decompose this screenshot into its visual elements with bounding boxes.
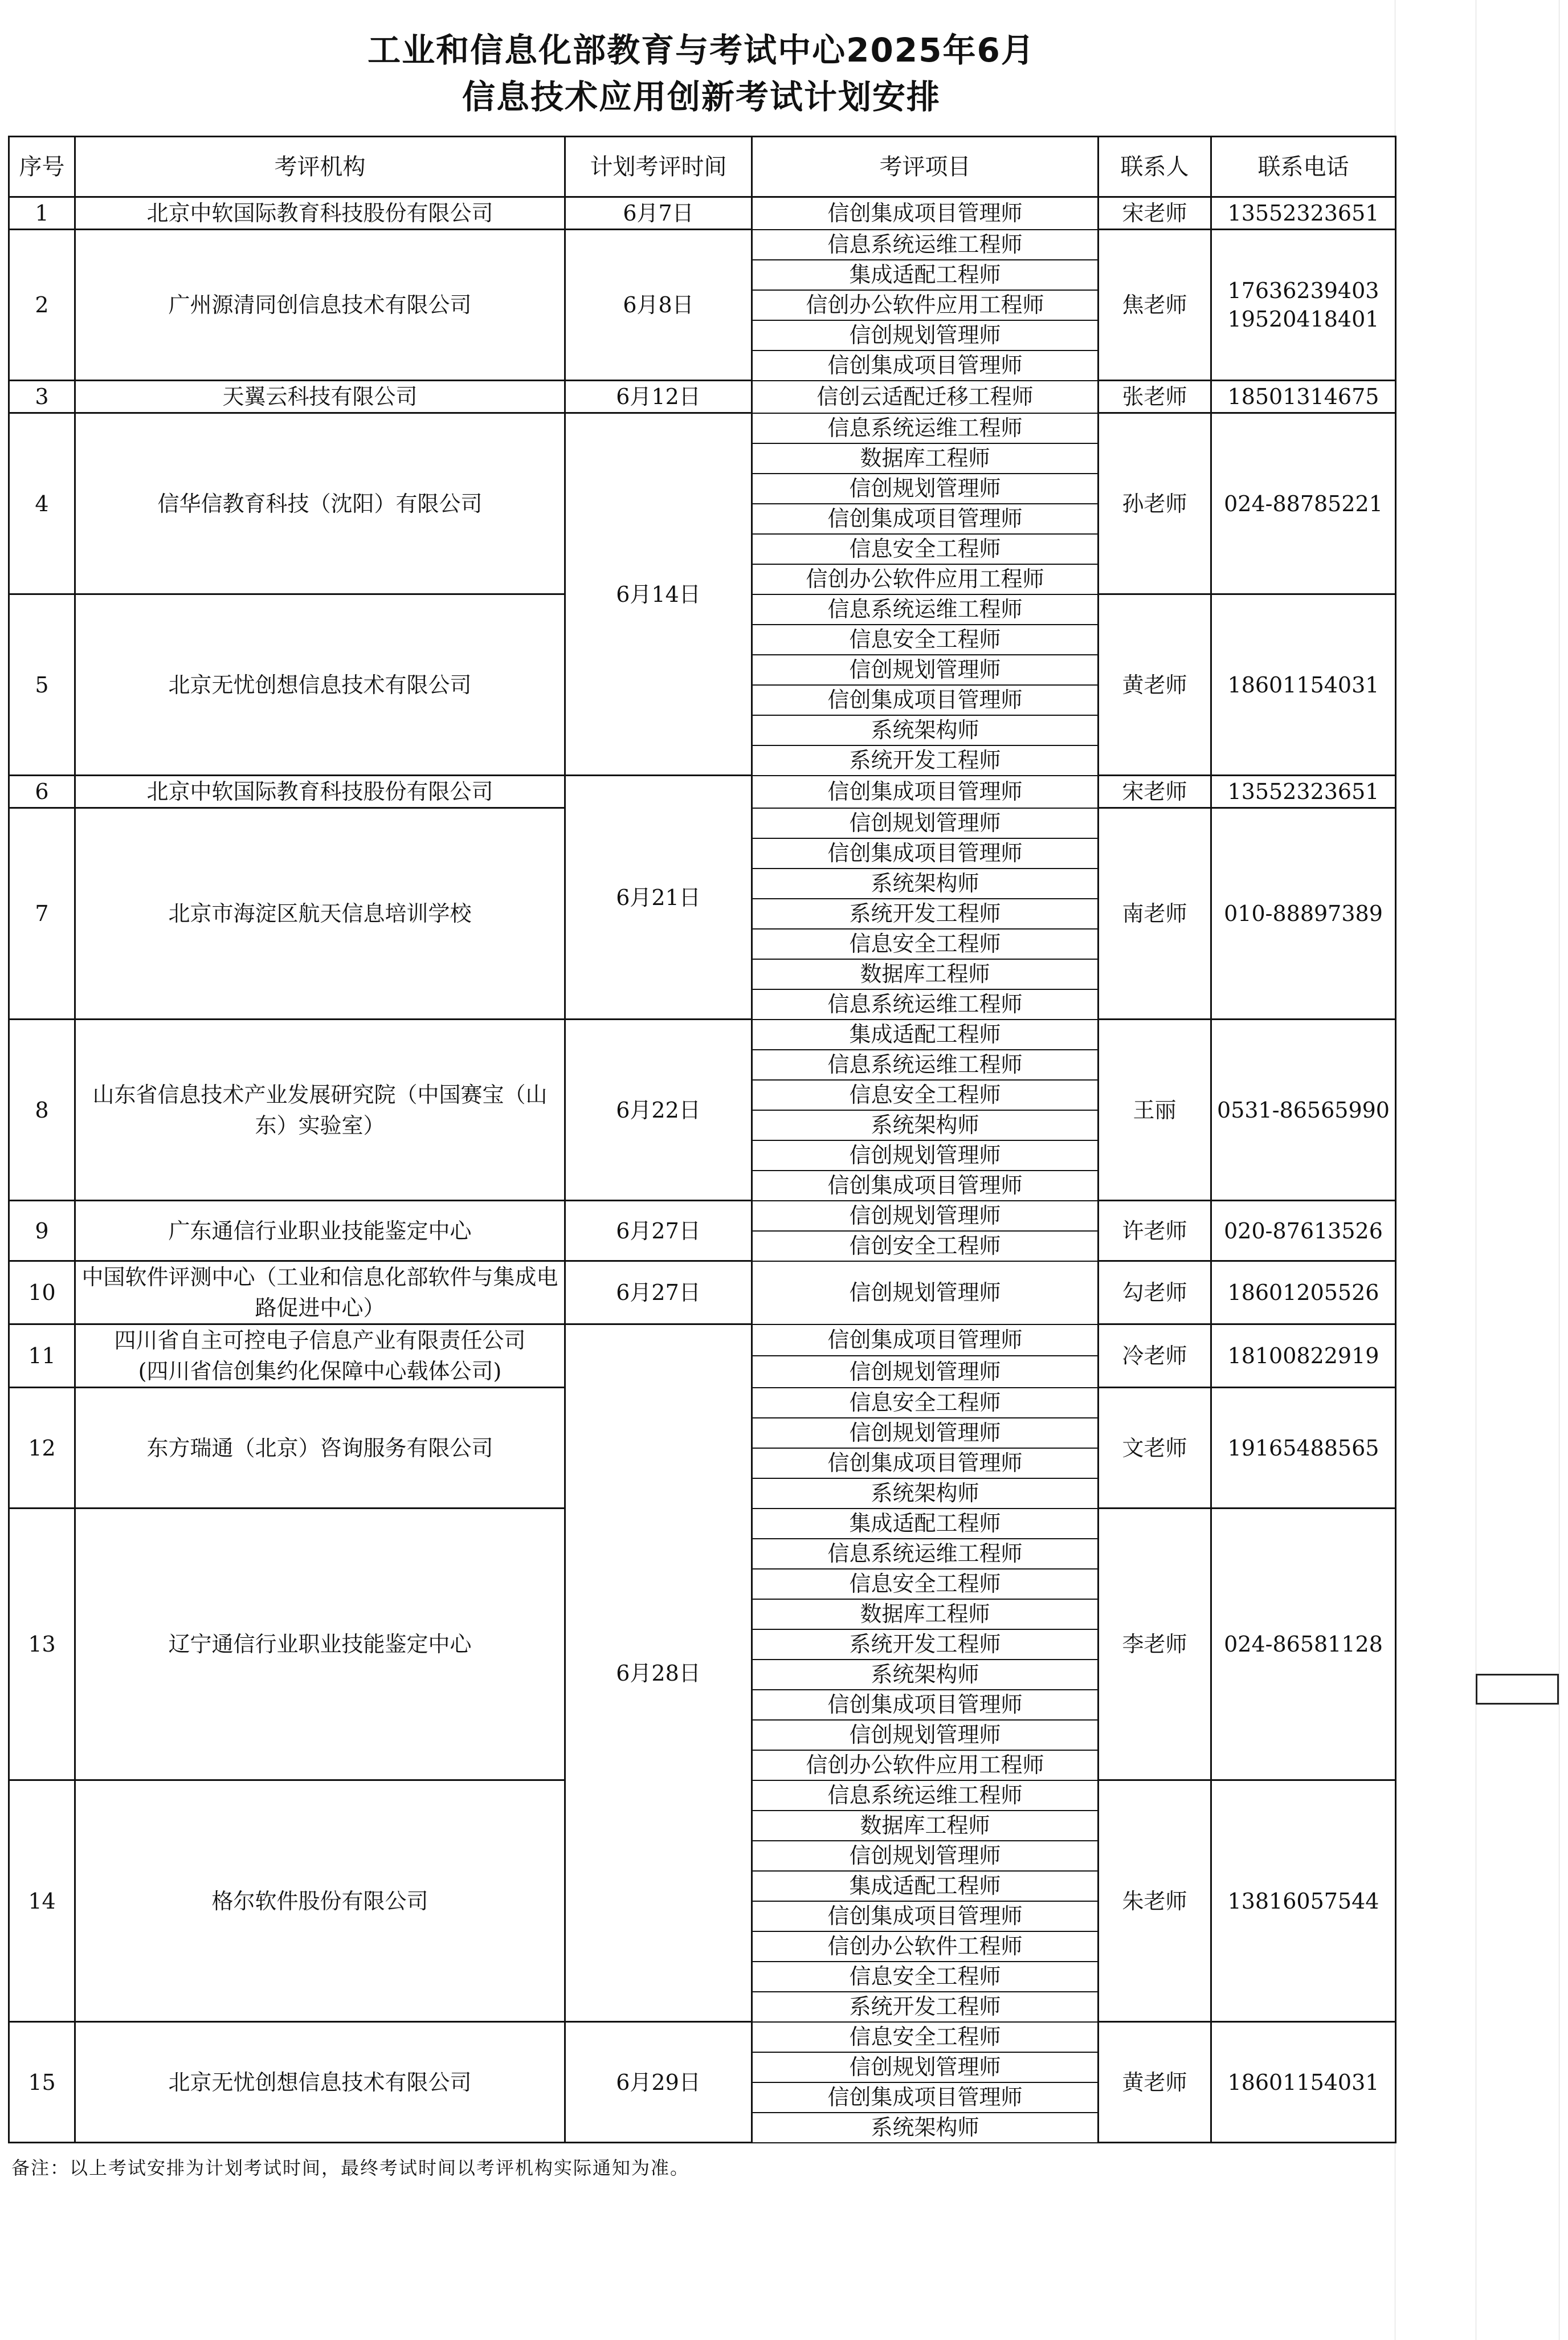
exam-project: 系统开发工程师 xyxy=(752,745,1099,776)
table-row xyxy=(9,1201,1396,1231)
table-row xyxy=(9,413,1396,443)
table-row xyxy=(9,1261,1396,1324)
exam-schedule-table xyxy=(8,136,1396,2143)
exam-date: 6月29日 xyxy=(565,2022,752,2143)
exam-project: 信创集成项目管理师 xyxy=(752,1690,1099,1720)
exam-project: 信息系统运维工程师 xyxy=(752,1780,1099,1811)
exam-project: 系统架构师 xyxy=(752,1478,1099,1509)
org-name: 山东省信息技术产业发展研究院（中国赛宝（山东）实验室） xyxy=(75,1020,565,1201)
exam-project: 系统架构师 xyxy=(752,715,1099,745)
contact-phone: 13552323651 xyxy=(1211,197,1396,230)
header-org: 考评机构 xyxy=(75,137,565,197)
contact-phone: 010-88897389 xyxy=(1211,808,1396,1020)
contact-person: 南老师 xyxy=(1099,808,1211,1020)
exam-date: 6月27日 xyxy=(565,1261,752,1324)
exam-date: 6月27日 xyxy=(565,1201,752,1261)
contact-person: 焦老师 xyxy=(1099,230,1211,381)
header-project: 考评项目 xyxy=(752,137,1099,197)
exam-project: 数据库工程师 xyxy=(752,1811,1099,1841)
exam-project: 数据库工程师 xyxy=(752,443,1099,474)
contact-phone: 18100822919 xyxy=(1211,1324,1396,1388)
header-date: 计划考评时间 xyxy=(565,137,752,197)
contact-person: 黄老师 xyxy=(1099,594,1211,776)
row-number: 2 xyxy=(9,230,75,381)
org-name: 东方瑞通（北京）咨询服务有限公司 xyxy=(75,1388,565,1509)
exam-project: 信创办公软件工程师 xyxy=(752,1931,1099,1962)
row-number: 3 xyxy=(9,381,75,413)
exam-project: 信创集成项目管理师 xyxy=(752,197,1099,230)
title-line-2: 信息技术应用创新考试计划安排 xyxy=(462,78,941,116)
contact-person: 冷老师 xyxy=(1099,1324,1211,1388)
exam-project: 系统开发工程师 xyxy=(752,899,1099,929)
table-row xyxy=(9,1324,1396,1356)
contact-person: 许老师 xyxy=(1099,1201,1211,1261)
exam-project: 数据库工程师 xyxy=(752,1599,1099,1629)
exam-project: 信创安全工程师 xyxy=(752,1231,1099,1261)
exam-project: 系统架构师 xyxy=(752,869,1099,899)
row-number: 11 xyxy=(9,1324,75,1388)
table-body xyxy=(9,197,1396,2143)
contact-phone: 17636239403 19520418401 xyxy=(1211,230,1396,381)
contact-phone: 19165488565 xyxy=(1211,1388,1396,1509)
contact-person: 王丽 xyxy=(1099,1020,1211,1201)
org-name: 北京中软国际教育科技股份有限公司 xyxy=(75,776,565,808)
table-header-row xyxy=(9,137,1396,197)
exam-project: 信息系统运维工程师 xyxy=(752,1539,1099,1569)
org-name: 广州源清同创信息技术有限公司 xyxy=(75,230,565,381)
exam-project: 信创规划管理师 xyxy=(752,655,1099,685)
contact-phone: 13552323651 xyxy=(1211,776,1396,808)
contact-phone: 020-87613526 xyxy=(1211,1201,1396,1261)
table-row xyxy=(9,230,1396,260)
exam-project: 信创办公软件应用工程师 xyxy=(752,290,1099,320)
exam-project: 信创规划管理师 xyxy=(752,474,1099,504)
org-name: 中国软件评测中心（工业和信息化部软件与集成电路促进中心） xyxy=(75,1261,565,1324)
table-row xyxy=(9,1020,1396,1050)
org-name: 信华信教育科技（沈阳）有限公司 xyxy=(75,413,565,594)
contact-person: 宋老师 xyxy=(1099,776,1211,808)
exam-project: 信创集成项目管理师 xyxy=(752,685,1099,715)
exam-project: 信创规划管理师 xyxy=(752,1356,1099,1388)
exam-project: 数据库工程师 xyxy=(752,959,1099,989)
contact-phone: 024-88785221 xyxy=(1211,413,1396,594)
schedule-sheet xyxy=(8,11,1395,2180)
exam-project: 信创规划管理师 xyxy=(752,1261,1099,1324)
exam-project: 信息安全工程师 xyxy=(752,929,1099,959)
exam-project: 信息系统运维工程师 xyxy=(752,413,1099,443)
exam-project: 信创规划管理师 xyxy=(752,2052,1099,2082)
exam-date: 6月14日 xyxy=(565,413,752,776)
row-number: 10 xyxy=(9,1261,75,1324)
contact-phone: 13816057544 xyxy=(1211,1780,1396,2022)
exam-project: 信息系统运维工程师 xyxy=(752,1050,1099,1080)
contact-person: 宋老师 xyxy=(1099,197,1211,230)
exam-project: 集成适配工程师 xyxy=(752,1871,1099,1901)
exam-project: 系统架构师 xyxy=(752,1660,1099,1690)
exam-project: 信创集成项目管理师 xyxy=(752,1324,1099,1356)
exam-date: 6月28日 xyxy=(565,1324,752,2022)
exam-project: 信创办公软件应用工程师 xyxy=(752,564,1099,594)
exam-project: 信息安全工程师 xyxy=(752,1388,1099,1418)
exam-project: 信创规划管理师 xyxy=(752,320,1099,350)
exam-project: 信创集成项目管理师 xyxy=(752,2082,1099,2113)
exam-project: 信息安全工程师 xyxy=(752,1080,1099,1110)
exam-project: 信息安全工程师 xyxy=(752,1569,1099,1599)
contact-phone: 0531-86565990 xyxy=(1211,1020,1396,1201)
row-number: 9 xyxy=(9,1201,75,1261)
exam-project: 信息系统运维工程师 xyxy=(752,594,1099,625)
org-name: 广东通信行业职业技能鉴定中心 xyxy=(75,1201,565,1261)
exam-project: 信创集成项目管理师 xyxy=(752,504,1099,534)
exam-project: 信息安全工程师 xyxy=(752,2022,1099,2052)
exam-project: 信息安全工程师 xyxy=(752,1962,1099,1992)
org-name: 北京中软国际教育科技股份有限公司 xyxy=(75,197,565,230)
exam-date: 6月21日 xyxy=(565,776,752,1020)
contact-person: 孙老师 xyxy=(1099,413,1211,594)
org-name: 北京无忧创想信息技术有限公司 xyxy=(75,594,565,776)
table-row xyxy=(9,2022,1396,2052)
exam-project: 信创集成项目管理师 xyxy=(752,776,1099,808)
exam-project: 信创集成项目管理师 xyxy=(752,350,1099,381)
exam-project: 信息安全工程师 xyxy=(752,625,1099,655)
org-name: 辽宁通信行业职业技能鉴定中心 xyxy=(75,1509,565,1780)
exam-project: 信创云适配迁移工程师 xyxy=(752,381,1099,413)
exam-project: 系统开发工程师 xyxy=(752,1629,1099,1660)
org-name: 四川省自主可控电子信息产业有限责任公司 (四川省信创集约化保障中心载体公司) xyxy=(75,1324,565,1388)
exam-project: 系统开发工程师 xyxy=(752,1992,1099,2022)
selected-cell[interactable] xyxy=(1476,1674,1559,1705)
table-row xyxy=(9,381,1396,413)
exam-date: 6月8日 xyxy=(565,230,752,381)
row-number: 15 xyxy=(9,2022,75,2143)
exam-project: 信创集成项目管理师 xyxy=(752,1901,1099,1931)
exam-project: 系统架构师 xyxy=(752,1110,1099,1140)
org-name: 格尔软件股份有限公司 xyxy=(75,1780,565,2022)
exam-project: 系统架构师 xyxy=(752,2113,1099,2143)
page-title xyxy=(8,11,1395,136)
contact-person: 李老师 xyxy=(1099,1509,1211,1780)
contact-person: 朱老师 xyxy=(1099,1780,1211,2022)
exam-project: 信创规划管理师 xyxy=(752,1201,1099,1231)
contact-person: 张老师 xyxy=(1099,381,1211,413)
contact-phone: 18601205526 xyxy=(1211,1261,1396,1324)
org-name: 北京市海淀区航天信息培训学校 xyxy=(75,808,565,1020)
header-no: 序号 xyxy=(9,137,75,197)
exam-project: 信创规划管理师 xyxy=(752,1418,1099,1448)
exam-project: 信创规划管理师 xyxy=(752,808,1099,838)
exam-project: 信息安全工程师 xyxy=(752,534,1099,564)
contact-phone: 024-86581128 xyxy=(1211,1509,1396,1780)
table-row xyxy=(9,776,1396,808)
title-line-1: 工业和信息化部教育与考试中心2025年6月 xyxy=(368,31,1035,70)
contact-phone: 18601154031 xyxy=(1211,594,1396,776)
header-contact: 联系人 xyxy=(1099,137,1211,197)
row-number: 1 xyxy=(9,197,75,230)
row-number: 12 xyxy=(9,1388,75,1509)
exam-project: 信创集成项目管理师 xyxy=(752,838,1099,869)
row-number: 5 xyxy=(9,594,75,776)
contact-person: 黄老师 xyxy=(1099,2022,1211,2143)
contact-phone: 18601154031 xyxy=(1211,2022,1396,2143)
exam-date: 6月12日 xyxy=(565,381,752,413)
header-phone: 联系电话 xyxy=(1211,137,1396,197)
row-number: 4 xyxy=(9,413,75,594)
contact-person: 文老师 xyxy=(1099,1388,1211,1509)
row-number: 13 xyxy=(9,1509,75,1780)
exam-date: 6月7日 xyxy=(565,197,752,230)
exam-project: 集成适配工程师 xyxy=(752,1020,1099,1050)
exam-project: 集成适配工程师 xyxy=(752,1509,1099,1539)
exam-project: 信创规划管理师 xyxy=(752,1140,1099,1171)
row-number: 7 xyxy=(9,808,75,1020)
exam-project: 信创办公软件应用工程师 xyxy=(752,1750,1099,1780)
row-number: 8 xyxy=(9,1020,75,1201)
exam-date: 6月22日 xyxy=(565,1020,752,1201)
contact-person: 勾老师 xyxy=(1099,1261,1211,1324)
org-name: 北京无忧创想信息技术有限公司 xyxy=(75,2022,565,2143)
exam-project: 信息系统运维工程师 xyxy=(752,230,1099,260)
exam-project: 信创集成项目管理师 xyxy=(752,1448,1099,1478)
exam-project: 信创规划管理师 xyxy=(752,1720,1099,1750)
exam-project: 集成适配工程师 xyxy=(752,260,1099,290)
exam-project: 信创集成项目管理师 xyxy=(752,1171,1099,1201)
contact-phone: 18501314675 xyxy=(1211,381,1396,413)
exam-project: 信创规划管理师 xyxy=(752,1841,1099,1871)
footnote: 备注：以上考试安排为计划考试时间，最终考试时间以考评机构实际通知为准。 xyxy=(11,2157,690,2179)
row-number: 14 xyxy=(9,1780,75,2022)
row-number: 6 xyxy=(9,776,75,808)
org-name: 天翼云科技有限公司 xyxy=(75,381,565,413)
exam-project: 信息系统运维工程师 xyxy=(752,989,1099,1020)
table-row xyxy=(9,197,1396,230)
